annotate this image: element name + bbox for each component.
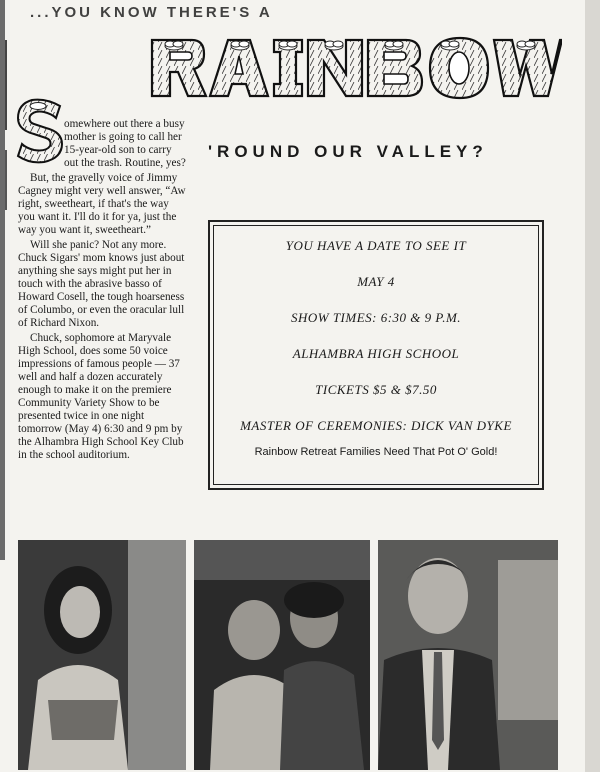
article-paragraph: omewhere out there a busy mother is going to call her 15-year-old son to carry out the trash. Routine, yes? <box>64 118 186 169</box>
event-info-box <box>208 220 544 490</box>
ticket-prices: TICKETS $5 & $7.50 <box>315 382 437 397</box>
subtitle: 'ROUND OUR VALLEY? <box>208 142 488 161</box>
article-paragraph: But, the gravelly voice of Jimmy Cagney might very well answer, “Aw right, sweetheart, if that's the way you want it. I'll do it for ya, just the way you want it, sweetheart.” <box>18 172 186 236</box>
photo-couple <box>194 540 370 770</box>
article-paragraph: Will she panic? Not any more. Chuck Sigars' mom knows just about anything she says might put her in touch with the abrasive basso of Howard Cosell, the tough hoarseness of Columbo, or even the oracular lull of Richard Nixon. <box>18 239 185 329</box>
event-date: MAY 4 <box>357 274 395 289</box>
photo-strip <box>18 540 558 770</box>
box-footer-slogan: Rainbow Retreat Families Need That Pot O' Gold! <box>254 446 498 458</box>
rainbow-headline <box>150 34 562 100</box>
kicker-text: ...YOU KNOW THERE'S A <box>30 4 273 21</box>
venue: ALHAMBRA HIGH SCHOOL <box>292 346 460 361</box>
show-times: SHOW TIMES: 6:30 & 9 P.M. <box>290 310 462 325</box>
article-paragraph: Chuck, sophomore at Maryvale High School, does some 50 voice impressions of famous people — 37 well and half a dozen accurately enough to make it on the premiere Community Variety Show to be presented twice in one night tomorrow (May 4) 6:30 and 9 pm by the Alhambra High School Key Club in the school auditorium. <box>18 332 184 461</box>
photo-woman-costume <box>18 540 186 770</box>
article-column <box>18 118 186 464</box>
binding-edge <box>0 0 12 560</box>
photo-man-tie <box>378 540 558 770</box>
master-of-ceremonies: MASTER OF CEREMONIES: DICK VAN DYKE <box>240 418 512 433</box>
date-line: YOU HAVE A DATE TO SEE IT <box>285 238 467 253</box>
